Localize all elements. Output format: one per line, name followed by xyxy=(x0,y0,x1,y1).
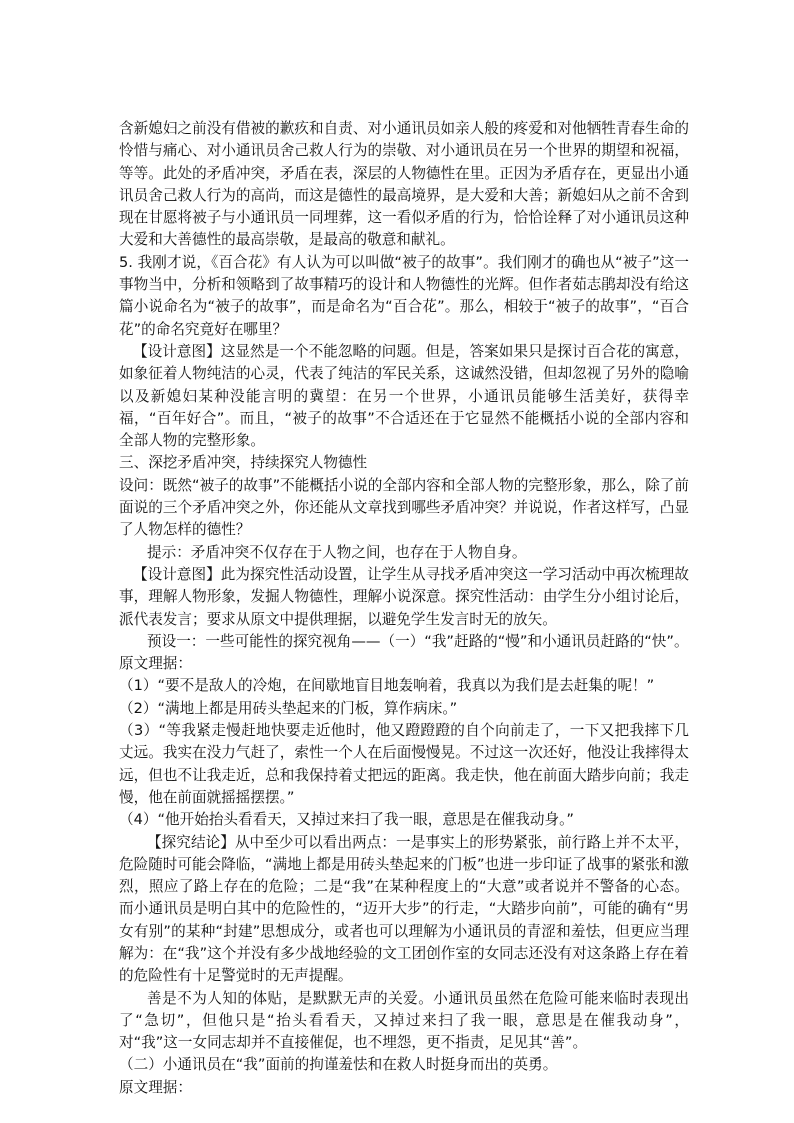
section-heading-3: 三、深挖矛盾冲突，持续探究人物德性 xyxy=(119,454,368,472)
quote-1: （1）“要不是敌人的冷炮，在间歇地盲目地轰响着，我真以为我们是去赶集的呢！” xyxy=(119,677,655,695)
subheading-2: （二）小通讯员在“我”面前的拘谨羞怯和在救人时挺身而出的英勇。 xyxy=(119,1056,558,1074)
paragraph-conflict-analysis: 含新媳妇之前没有借被的歉疚和自责、对小通讯员如亲人般的疼爱和对他牺牲青春生命的怜惜与痛心、对小通讯员舍己救人行为的崇敬、对小通讯员在另一个世界的期望和祝福，等等。此处的矛盾冲突，矛盾在表，深层的人物德性在里。正因为矛盾存在，更显出小通讯员舍己救人行为的高尚，而这是德性的最高境界，是大爱和大善；新媳妇从之前不舍到现在甘愿将被子与小通讯员一同埋葬，这一看似矛盾的行为，恰恰诠释了对小通讯员这种大爱和大善德性的最高崇敬，是最高的敬意和献礼。 xyxy=(119,120,689,249)
question-5: 5. 我刚才说，《百合花》有人认为可以叫做“被子的故事”。我们刚才的确也从“被子”这一事物当中，分析和领略到了故事精巧的设计和人物德性的光辉。但作者茹志鹃却没有给这篇小说命名为“被子的故事”，而是命名为“百合花”。那么，相较于“被子的故事”，“百合花”的命名究竟好在哪里？ xyxy=(119,253,689,338)
quote-3: （3）“等我紧走慢赶地快要走近他时，他又蹬蹬蹬的自个向前走了，一下又把我摔下几丈远。我实在没力气赶了，索性一个人在后面慢慢晃。不过这一次还好，他没让我摔得太远，但也不让我走近，总和我保持着丈把远的距离。我走快，他在前面大踏步向前；我走慢，他在前面就摇摇摆摆。” xyxy=(119,722,689,806)
design-intent-2: 【设计意图】此为探究性活动设置，让学生从寻找矛盾冲突这一学习活动中再次梳理故事，理解人物形象，发掘人物德性，理解小说深意。探究性活动：由学生分小组讨论后，派代表发言；要求从原文中提供理据，以避免学生发言时无的放矢。 xyxy=(119,565,689,628)
evidence-label-2: 原文理据： xyxy=(119,1078,192,1096)
document-page xyxy=(119,118,689,1099)
preset-1: 预设一：一些可能性的探究视角——（一）“我”赶路的“慢”和小通讯员赶路的“快”。 xyxy=(147,632,689,650)
quote-4: （4）“他开始抬头看看天，又掉过来扫了我一眼，意思是在催我动身。” xyxy=(119,811,574,829)
hint: 提示：矛盾冲突不仅存在于人物之间，也存在于人物自身。 xyxy=(147,543,527,561)
inquiry-conclusion: 【探究结论】从中至少可以看出两点：一是事实上的形势紧张，前行路上并不太平，危险随时可能会降临，“满地上都是用砖头垫起来的门板”也进一步印证了战事的紧张和激烈，照应了路上存在的危险；二是“我”在某种程度上的“大意”或者说并不警备的心态。而小通讯员是明白其中的危险性的，“迈开大步”的行走，“大踏步向前”，可能的确有“男女有别”的某种“封建”思想成分，或者也可以理解为小通讯员的青涩和羞怯，但更应当理解为：在“我”这个并没有多少战地经验的文工团创作室的女同志还没有对这条路上存在着的危险性有十足警觉时的无声提醒。 xyxy=(119,833,689,985)
evidence-label-1: 原文理据： xyxy=(119,655,192,673)
paragraph-kindness: 善是不为人知的体贴，是默默无声的关爱。小通讯员虽然在危险可能来临时表现出了“急切”，但他只是“抬头看看天，又掉过来扫了我一眼，意思是在催我动身”，对“我”这一女同志却并不直接催促，也不埋怨，更不指责，足见其“善”。 xyxy=(119,989,689,1052)
quote-2: （2）“满地上都是用砖头垫起来的门板，算作病床。” xyxy=(119,699,458,717)
design-intent-1: 【设计意图】这显然是一个不能忽略的问题。但是，答案如果只是探讨百合花的寓意，如象征着人物纯洁的心灵，代表了纯洁的军民关系，这诚然没错，但却忽视了另外的隐喻以及新媳妇某种没能言明的冀望：在另一个世界，小通讯员能够生活美好，获得幸福，“百年好合”。而且，“被子的故事”不合适还在于它显然不能概括小说的全部内容和全部人物的完整形象。 xyxy=(119,342,689,450)
question-setup: 设问：既然“被子的故事”不能概括小说的全部内容和全部人物的完整形象，那么，除了前面说的三个矛盾冲突之外，你还能从文章找到哪些矛盾冲突？并说说，作者这样写，凸显了人物怎样的德性？ xyxy=(119,476,689,539)
